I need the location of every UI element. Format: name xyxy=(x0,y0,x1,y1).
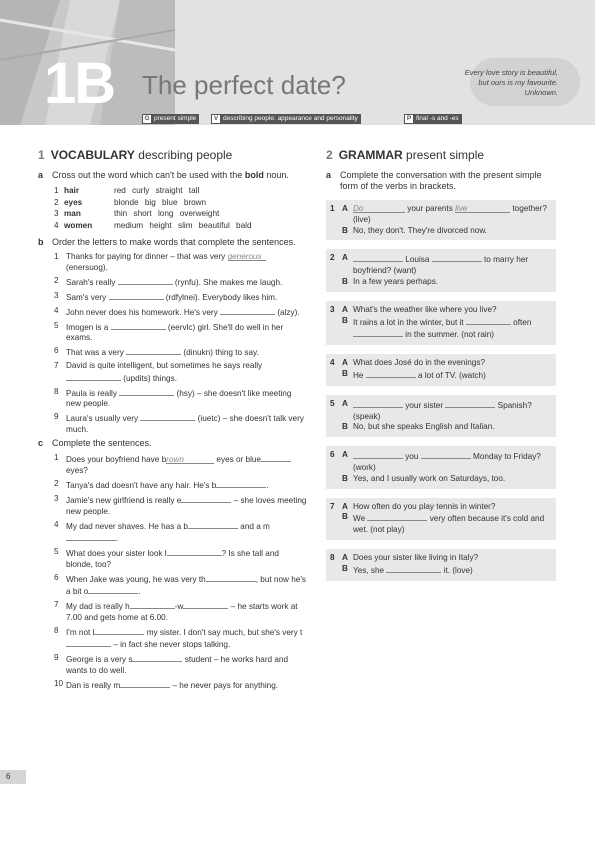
answer-field[interactable] xyxy=(367,512,427,521)
list-item: 2 eyes blonde big blue brown xyxy=(54,197,207,207)
answer-field[interactable] xyxy=(432,253,482,262)
conversation-box: 6 A you Monday to Friday? (work) B Yes, and I usually work on Saturdays, too. xyxy=(326,446,556,488)
conversation-box: 7 A How often do you play tennis in winter? B We very often because it's cold and wet. (not play) xyxy=(326,498,556,540)
answer-field[interactable] xyxy=(111,321,166,330)
exercise-c-list xyxy=(54,453,308,691)
page-title: The perfect date? xyxy=(142,70,346,100)
vocabulary-section xyxy=(38,148,308,694)
conversation-box: 5 A your sister Spanish? (speak) B No, but she speaks English and Italian. xyxy=(326,395,556,437)
tag-grammar: G present simple xyxy=(142,114,199,124)
quote-line-1: Every love story is beautiful, xyxy=(464,68,558,77)
answer-field[interactable] xyxy=(140,412,195,421)
answer-field[interactable] xyxy=(126,346,181,355)
answer-field[interactable] xyxy=(66,638,111,647)
conversation-box: 4 A What does José do in the evenings? B He a lot of TV. (watch) xyxy=(326,354,556,386)
grammar-a-instruction: a Complete the conversation with the present simple form of the verbs in brackets. xyxy=(326,170,542,191)
list-item: 4 My dad never shaves. He has a b and a m. xyxy=(54,519,270,544)
conversation-box: 8 A Does your sister like living in Italy? B Yes, she it. (love) xyxy=(326,549,556,581)
page-number: 6 xyxy=(0,770,26,784)
list-item: 2 Tanya's dad doesn't have any hair. He's b . xyxy=(54,479,269,491)
list-item: 5 Imogen is a (eervlc) girl. She'll do well in her exams. xyxy=(54,320,284,343)
answer-field[interactable] xyxy=(167,547,222,556)
grammar-section xyxy=(326,148,556,590)
answer-field[interactable] xyxy=(94,626,144,635)
answer-field[interactable] xyxy=(130,600,175,609)
answer-field[interactable] xyxy=(109,291,164,300)
answer-field[interactable]: live xyxy=(455,204,510,213)
list-item: 8 Paula is really (hsy) – she doesn't like meeting new people. xyxy=(54,386,292,409)
answer-field[interactable]: rown xyxy=(166,455,214,464)
answer-field[interactable] xyxy=(188,520,238,529)
word-list xyxy=(54,185,308,231)
list-item: 10 Dan is really m – he never pays for anything. xyxy=(54,679,279,691)
answer-field[interactable] xyxy=(366,369,416,378)
list-item: 6 That was a very (dinukn) thing to say. xyxy=(54,346,259,358)
quote-line-2: but ours is my favourite. xyxy=(478,78,558,87)
list-item: 9 George is a very s student – he works hard and wants to do well. xyxy=(54,653,289,676)
list-item: 2 Sarah's really (rynfu). She makes me laugh. xyxy=(54,275,283,287)
answer-field[interactable] xyxy=(421,450,471,459)
list-item: 3 Jamie's new girlfriend is really e – she loves meeting new people. xyxy=(54,494,307,516)
answer-field[interactable] xyxy=(118,276,173,285)
answer-field[interactable] xyxy=(466,316,511,325)
answer-field[interactable] xyxy=(220,306,275,315)
list-item: 4 John never does his homework. He's very (alzy). xyxy=(54,305,300,317)
list-item: 3 Sam's very (rdfylnei). Everybody likes him. xyxy=(54,290,278,302)
list-item: 5 What does your sister look l ? Is she tall and blonde, too? xyxy=(54,547,279,569)
list-item: 7 My dad is really h -w – he starts work at 7.00 and gets home at 6.00. xyxy=(54,600,298,622)
grammar-heading: 2 GRAMMAR present simple xyxy=(326,148,485,162)
answer-field[interactable] xyxy=(206,573,256,582)
answer-field[interactable] xyxy=(353,450,403,459)
quote-author: Unknown. xyxy=(524,88,558,97)
answer-field[interactable] xyxy=(132,653,182,662)
tag-pronunciation: P final -s and -es xyxy=(404,114,462,124)
quote xyxy=(440,68,558,98)
exercise-b-list xyxy=(54,252,308,435)
conversation-box: 3 A What's the weather like where you live? B It rains a lot in the winter, but it often in the summer. (not rain) xyxy=(326,301,556,345)
answer-field[interactable] xyxy=(119,387,174,396)
answer-field[interactable] xyxy=(353,399,403,408)
list-item: 1 Thanks for paying for dinner – that was very generous (enersuog). xyxy=(54,252,308,273)
answer-field[interactable] xyxy=(120,679,170,688)
answer-field[interactable]: generous xyxy=(228,252,266,261)
vocabulary-heading: 1 VOCABULARY describing people xyxy=(38,148,233,162)
tag-vocabulary: V describing people: appearance and personality xyxy=(211,114,361,124)
unit-number: 1B xyxy=(44,51,115,116)
exercise-c-instruction: c Complete the sentences. xyxy=(38,438,152,449)
answer-field[interactable] xyxy=(66,532,116,541)
answer-field[interactable] xyxy=(353,253,403,262)
answer-field[interactable] xyxy=(386,564,441,573)
answer-field[interactable]: Do xyxy=(353,204,405,213)
unit-header xyxy=(0,0,595,125)
list-item: 4 women medium height slim beautiful bald xyxy=(54,220,252,230)
answer-field[interactable] xyxy=(261,453,291,462)
exercise-b-instruction: b Order the letters to make words that complete the sentences. xyxy=(38,237,296,247)
list-item: 1 hair red curly straight tall xyxy=(54,186,200,195)
list-item: 9 Laura's usually very (iuetc) – she doesn't talk very much. xyxy=(54,412,304,434)
conversation-box: 2 A Louisa to marry her boyfriend? (want) B In a few years perhaps. xyxy=(326,249,556,291)
answer-field[interactable] xyxy=(445,399,495,408)
answer-field[interactable] xyxy=(88,585,138,594)
answer-field[interactable] xyxy=(181,494,231,503)
exercise-a-instruction: a Cross out the word which can't be used with the bold noun. xyxy=(38,170,289,180)
answer-field[interactable] xyxy=(183,600,228,609)
list-item: 6 When Jake was young, he was very th , but now he's a bit o . xyxy=(54,572,306,597)
conversation-box: 1 A Do your parents live together? (live) B No, they don't. They're divorced now. xyxy=(326,200,556,240)
list-item: 1 Does your boyfriend have brown eyes or blue eyes? xyxy=(54,453,308,476)
answer-field[interactable] xyxy=(66,372,121,381)
list-item: 7 David is quite intelligent, but sometimes he says really (updits) things. xyxy=(54,361,263,383)
list-item: 8 I'm not l my sister. I don't say much, but she's very t – in fact she never stops talking. xyxy=(54,625,303,650)
answer-field[interactable] xyxy=(216,479,266,488)
list-item: 3 man thin short long overweight xyxy=(54,209,220,218)
answer-field[interactable] xyxy=(353,328,403,337)
